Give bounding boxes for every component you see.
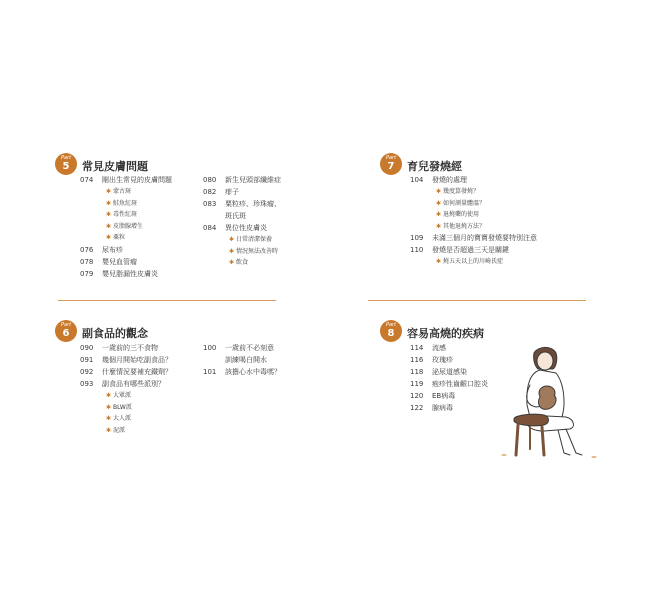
toc-entry: [203, 210, 281, 222]
page-number: 090: [80, 344, 94, 352]
divider-left: [58, 300, 276, 301]
star-bullet-icon: ✱: [106, 211, 112, 218]
toc-entry: [410, 342, 488, 354]
toc-entry-label: 尿布疹: [102, 245, 123, 254]
toc-subitem-label: 其他退燒方法？: [443, 222, 486, 230]
star-bullet-icon: ✱: [436, 222, 442, 230]
toc-subitem: [80, 232, 172, 244]
toc-subitem-label: 鮭魚紅斑: [113, 199, 138, 207]
toc-entry-label: 流感: [432, 344, 446, 352]
star-bullet-icon: ✱: [229, 259, 235, 266]
star-bullet-icon: ✱: [436, 211, 442, 218]
toc-entry: [410, 244, 537, 256]
toc-subitem-label: 幾度算發燒？: [443, 188, 480, 195]
star-bullet-icon: ✱: [106, 392, 112, 399]
toc-subitem: [410, 256, 537, 268]
star-bullet-icon: ✱: [436, 258, 442, 265]
toc-subitem-label: 蒙古斑: [113, 188, 132, 195]
toc-entry-label: EB病毒: [432, 392, 456, 400]
toc-entry: [410, 402, 488, 414]
toc-entry-label: 未滿三個月的寶寶發燒要特別注意: [432, 234, 537, 242]
toc-subitem-label: 情況無法改善時: [236, 247, 279, 255]
toc-entry: [203, 198, 281, 210]
toc-subitem: [203, 257, 281, 269]
toc-subitem-label: 泥派: [113, 426, 126, 434]
toc-entry: [203, 342, 281, 354]
page-number: 083: [203, 200, 217, 208]
toc-entry-label: 發燒是否超過三天是關鍵: [432, 246, 509, 254]
toc-entry-label: 剛出生常見的皮膚問題: [102, 176, 172, 184]
toc-entry: [80, 378, 172, 390]
star-bullet-icon: ✱: [106, 234, 112, 241]
page-number: 116: [410, 356, 424, 364]
toc-entry-label: 一歲前不必刻意: [225, 344, 274, 352]
toc-entry: [203, 186, 281, 198]
page-number: 119: [410, 380, 424, 388]
toc-column-right: [203, 174, 281, 269]
toc-entry: [80, 342, 172, 354]
toc-entry: [410, 366, 488, 378]
page-number: 114: [410, 344, 424, 352]
toc-subitem-label: 退燒藥的使用: [443, 211, 480, 218]
toc-subitem: [80, 402, 172, 414]
toc-subitem: [80, 186, 172, 198]
star-bullet-icon: ✱: [436, 188, 442, 195]
toc-subitem: [80, 209, 172, 221]
page-number: 109: [410, 234, 424, 242]
section-title: 常見皮膚問題: [82, 160, 148, 173]
toc-entry-label: 腺病毒: [432, 404, 453, 412]
toc-subitem: [80, 413, 172, 425]
mother-baby-illustration: [500, 345, 600, 470]
star-bullet-icon: ✱: [436, 199, 442, 207]
toc-entry-label: 一歲前的三不食物: [102, 344, 158, 352]
toc-subitem-label: 日常清潔保養: [236, 236, 273, 243]
toc-subitem-label: 粟粒: [113, 234, 126, 241]
toc-subitem-label: 毒性紅斑: [113, 211, 138, 218]
toc-entry: [410, 390, 488, 402]
page-number: 104: [410, 176, 424, 184]
toc-entry-label: 幾個月開始吃副食品？: [102, 356, 172, 364]
section-title: 育兒發燒經: [407, 160, 462, 173]
toc-entry-label: 斑氏斑: [225, 212, 246, 220]
toc-entry: [203, 222, 281, 234]
toc-entry: [203, 174, 281, 186]
toc-entry: [410, 232, 537, 244]
page-number: 118: [410, 368, 424, 376]
toc-column-left: [80, 342, 172, 436]
page-number: 100: [203, 344, 217, 352]
star-bullet-icon: ✱: [106, 222, 112, 230]
toc-subitem-label: 如何測量體溫？: [443, 199, 486, 207]
toc-subitem-label: 大人派: [113, 415, 132, 422]
toc-subitem: [80, 390, 172, 402]
part-8-badge: Part 8: [380, 320, 402, 342]
toc-subitem: [203, 246, 281, 258]
page-number: 078: [80, 257, 94, 266]
page-number: 074: [80, 176, 94, 184]
page-number: 079: [80, 269, 94, 278]
toc-entry: [410, 174, 537, 186]
toc-column-left: [80, 174, 172, 280]
toc-subitem-label: 大眾派: [113, 392, 132, 399]
toc-subitem: [80, 221, 172, 233]
toc-subitem: [203, 234, 281, 246]
toc-subitem: [410, 209, 537, 221]
toc-column-left: [410, 342, 488, 414]
star-bullet-icon: ✱: [106, 415, 112, 422]
toc-subitem-label: 皮脂腺增生: [113, 222, 144, 230]
toc-entry-label: 異位性皮膚炎: [225, 224, 267, 232]
toc-entry: [80, 268, 172, 280]
page-number: 122: [410, 404, 424, 412]
toc-subitem-label: 飲食: [236, 259, 249, 266]
divider-right: [368, 300, 586, 301]
toc-entry: [80, 366, 172, 378]
toc-entry-label: 玫瑰疹: [432, 356, 453, 364]
page-number: 091: [80, 356, 94, 364]
toc-entry-label: 新生兒頭部纖維症: [225, 176, 281, 184]
toc-entry-label: 泌尿道感染: [432, 368, 467, 376]
toc-entry: [410, 378, 488, 390]
section-title: 容易高燒的疾病: [407, 327, 484, 340]
page-number: 093: [80, 380, 94, 388]
toc-entry-label: 痱子: [225, 188, 239, 196]
star-bullet-icon: ✱: [106, 199, 112, 207]
toc-entry-label: 副食品有哪些派別？: [102, 380, 165, 388]
toc-entry: [410, 354, 488, 366]
toc-subitem-label: 燒五天以上的川崎氏症: [443, 258, 504, 265]
toc-entry: [80, 256, 172, 268]
page-number: 092: [80, 368, 94, 376]
part-5-badge: Part 5: [55, 153, 77, 175]
toc-subitem: [410, 186, 537, 198]
star-bullet-icon: ✱: [229, 236, 235, 243]
toc-entry-label: 嬰兒血管瘤: [102, 257, 137, 266]
page-number: 120: [410, 392, 424, 400]
page-number: 082: [203, 188, 217, 196]
page-number: 080: [203, 176, 217, 184]
toc-subitem: [80, 198, 172, 210]
toc-entry-label: 訓練喝白開水: [225, 356, 267, 364]
toc-entry-label: 疱疹性齒齦口腔炎: [432, 380, 488, 388]
toc-subitem: [410, 221, 537, 233]
star-bullet-icon: ✱: [106, 188, 112, 195]
page-number: 101: [203, 368, 217, 376]
toc-entry-label: 嬰兒脂漏性皮膚炎: [102, 269, 158, 278]
part-6-badge: Part 6: [55, 320, 77, 342]
toc-entry: [80, 354, 172, 366]
toc-entry: [80, 244, 172, 256]
toc-entry: [203, 366, 281, 378]
toc-entry-label: 什麼情況要補充鐵劑？: [102, 368, 172, 376]
section-title: 副食品的觀念: [82, 327, 148, 340]
toc-subitem: [410, 198, 537, 210]
star-bullet-icon: ✱: [106, 426, 112, 434]
page-number: 076: [80, 245, 94, 254]
toc-entry: [203, 354, 281, 366]
toc-entry-label: 該擔心水中毒嗎？: [225, 368, 281, 376]
toc-entry-label: 發燒的處理: [432, 176, 467, 184]
toc-subitem: [80, 425, 172, 437]
toc-entry: [80, 174, 172, 186]
toc-entry-label: 粟粒疹、珍珠瘤、: [225, 200, 281, 208]
star-bullet-icon: ✱: [106, 403, 112, 411]
part-7-badge: Part 7: [380, 153, 402, 175]
star-bullet-icon: ✱: [229, 247, 235, 255]
toc-column-right: [203, 342, 281, 378]
page-number: 110: [410, 246, 424, 254]
toc-subitem-label: BLW派: [113, 403, 132, 411]
page-number: 084: [203, 224, 217, 232]
toc-column-left: [410, 174, 537, 268]
